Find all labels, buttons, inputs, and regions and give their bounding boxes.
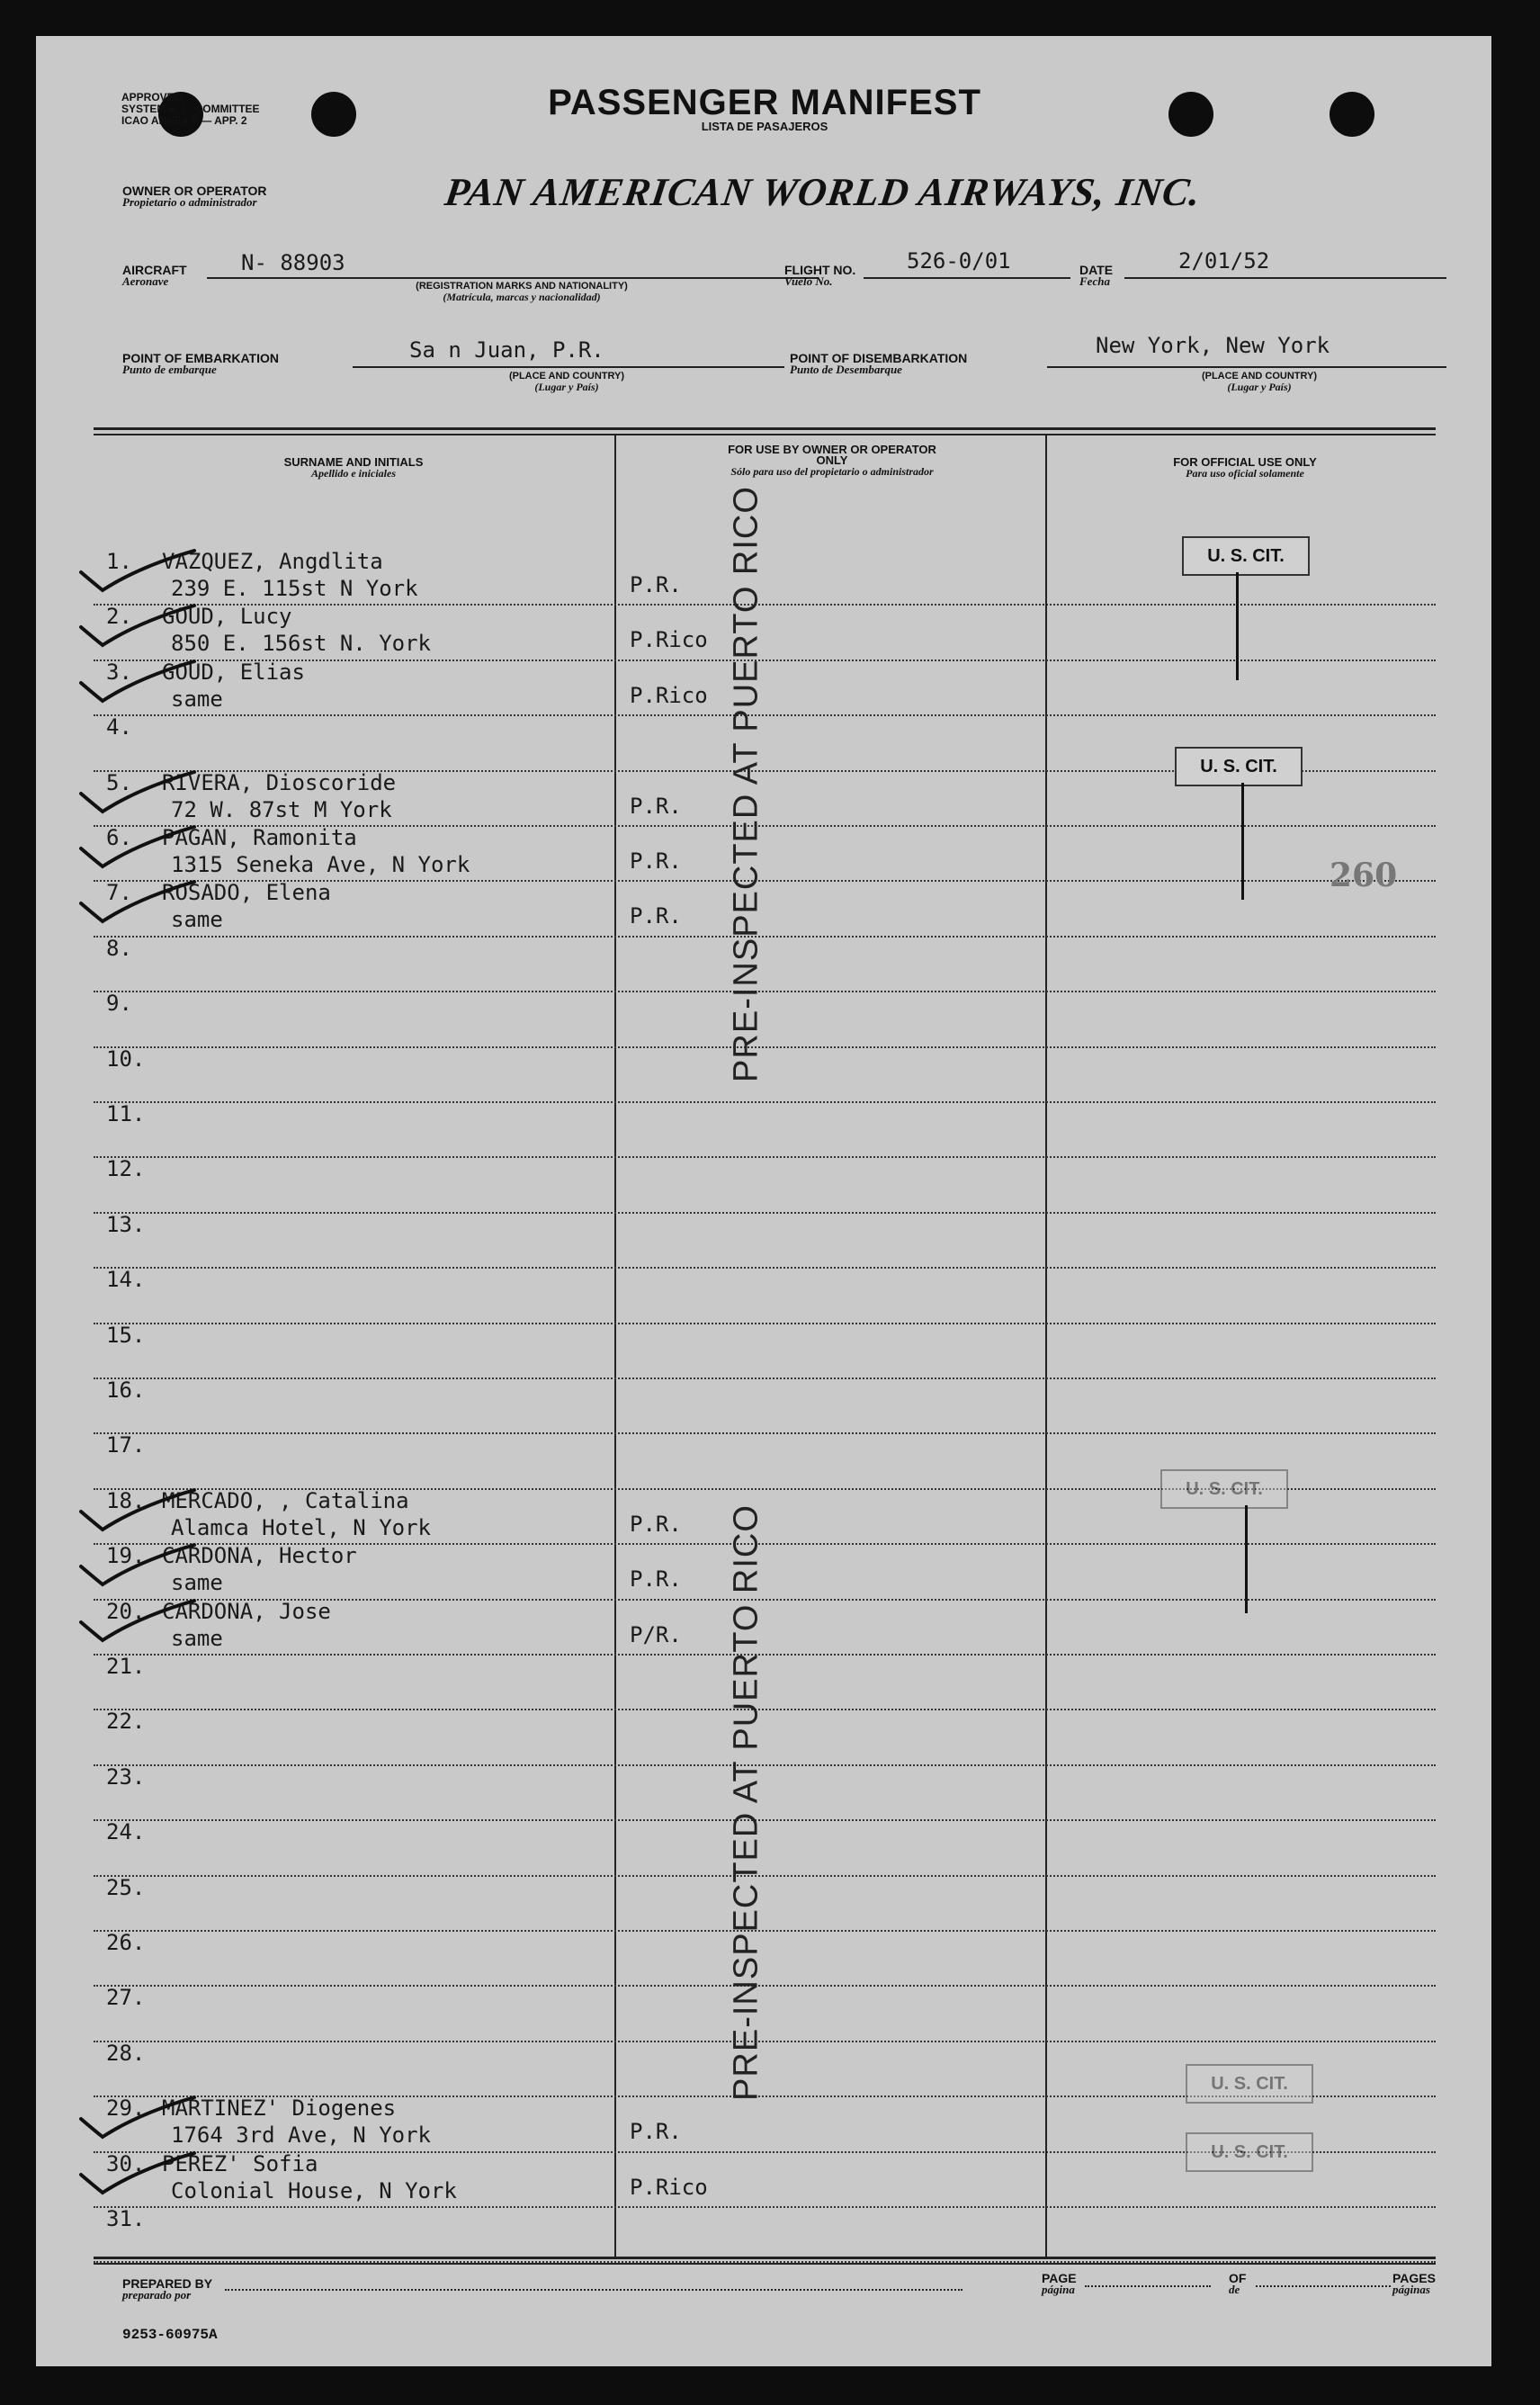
row-separator: [94, 1267, 1436, 1269]
punch-hole-4: [1330, 92, 1374, 137]
row-number: 16.: [106, 1377, 146, 1403]
date-label-en: DATE: [1079, 263, 1114, 277]
flight-label-es: Vuelo No.: [784, 274, 833, 288]
flight-line: [864, 277, 1070, 279]
passenger-name: GOUD, Elias: [162, 659, 305, 685]
owner-note: P.Rico: [630, 627, 708, 653]
passenger-address: 1764 3rd Ave, N York: [171, 2122, 431, 2149]
row-number: 14.: [106, 1267, 146, 1293]
checkmark-icon: [76, 602, 201, 656]
embarkation-sub-en: (PLACE AND COUNTRY): [508, 371, 625, 381]
row-number: 6.: [106, 825, 132, 850]
row-number: 10.: [106, 1045, 146, 1072]
page-line: [1085, 2285, 1211, 2287]
of-label-en: OF: [1229, 2271, 1247, 2285]
checkmark-icon: [76, 768, 201, 822]
checkmark-icon: [76, 2149, 201, 2203]
aircraft-label-en: AIRCRAFT: [122, 263, 187, 277]
disembarkation-label: [790, 351, 967, 377]
checkmark-icon: [76, 1597, 201, 1651]
row-number: 7.: [106, 880, 132, 906]
column-header-official: [1047, 457, 1443, 479]
embarkation-sub-es: (Lugar y País): [534, 381, 599, 393]
row-number: 4.: [106, 714, 132, 740]
surname-header-en: SURNAME AND INITIALS: [283, 455, 424, 469]
passenger-address: 850 E. 156st N. York: [171, 631, 431, 657]
us-cit-stamp-2: U. S. CIT.: [1175, 747, 1303, 786]
disembarkation-value: New York, New York: [1096, 333, 1330, 358]
disembarkation-label-es: Punto de Desembarque: [790, 363, 902, 376]
owner-value: PAN AMERICAN WORLD AIRWAYS, INC.: [442, 170, 1204, 214]
checkmark-icon: [76, 1486, 201, 1540]
us-cit-stamp-1: U. S. CIT.: [1182, 536, 1310, 576]
passenger-address: same: [171, 1570, 223, 1596]
column-header-owner: [720, 444, 945, 477]
row-number: 15.: [106, 1322, 146, 1348]
row-number: 21.: [106, 1654, 146, 1679]
column-header-surname: [94, 457, 613, 479]
row-number: 29.: [106, 2095, 146, 2122]
surname-header-es: Apellido e iniciales: [311, 467, 396, 480]
passenger-name: VAZQUEZ, Angdlita: [162, 549, 383, 574]
checkmark-icon: [76, 878, 201, 932]
passenger-name: PEREZ' Sofia: [162, 2150, 318, 2176]
owner-note: P.R.: [630, 2119, 682, 2145]
table-top-line-2: [94, 434, 1436, 435]
passenger-name: RIVERA, Dioscoride: [162, 769, 397, 795]
passenger-address: same: [171, 686, 223, 712]
column-divider-2: [1045, 435, 1047, 2257]
page-label: [1042, 2271, 1077, 2297]
passenger-name: MERCADO, , Catalina: [162, 1487, 409, 1513]
aircraft-label-es: Aeronave: [122, 274, 169, 288]
aircraft-sub-en: (REGISTRATION MARKS AND NATIONALITY): [416, 281, 628, 292]
disembarkation-sub: [1151, 371, 1367, 393]
passenger-address: Alamca Hotel, N York: [171, 1514, 431, 1540]
title-text: PASSENGER MANIFEST: [548, 83, 981, 122]
aircraft-sub: [333, 281, 711, 303]
checkmark-icon: [76, 2094, 201, 2148]
of-label-es: de: [1229, 2283, 1240, 2296]
owner-note: P.R.: [630, 903, 682, 929]
row-number: 9.: [106, 991, 132, 1017]
owner-note: P/R.: [630, 1621, 682, 1647]
row-separator: [94, 1323, 1436, 1324]
manifest-sheet: [36, 36, 1491, 2366]
disembarkation-sub-es: (Lugar y País): [1227, 381, 1292, 393]
row-number: 26.: [106, 1930, 146, 1955]
pre-inspected-stamp-bottom: PRE-INSPECTED AT PUERTO RICO: [727, 1504, 766, 2101]
row-number: 25.: [106, 1874, 146, 1900]
prepared-by-en: PREPARED BY: [122, 2276, 213, 2291]
owner-label-en: OWNER OR OPERATOR: [122, 184, 267, 198]
passenger-name: CARDONA, Hector: [162, 1543, 357, 1569]
disembarkation-label-en: POINT OF DISEMBARKATION: [790, 351, 968, 365]
aircraft-value: N- 88903: [241, 250, 345, 275]
row-number: 27.: [106, 1985, 146, 2011]
row-number: 18.: [106, 1487, 146, 1513]
official-header-en: FOR OFFICIAL USE ONLY: [1173, 455, 1317, 469]
owner-note: P.R.: [630, 1511, 682, 1537]
row-number: 8.: [106, 935, 132, 961]
form-number: 9253-60975A: [122, 2327, 218, 2343]
pages-label: [1392, 2271, 1436, 2297]
row-number: 31.: [106, 2206, 146, 2231]
us-cit-stamp-5: U. S. CIT.: [1186, 2132, 1313, 2172]
date-value: 2/01/52: [1178, 248, 1270, 274]
row-number: 13.: [106, 1211, 146, 1237]
embarkation-label-es: Punto de embarque: [122, 363, 217, 376]
embarkation-value: Sa n Juan, P.R.: [409, 337, 604, 363]
owner-note: P.R.: [630, 1566, 682, 1593]
prepared-by-label: [122, 2276, 212, 2302]
aircraft-sub-es: (Matrícula, marcas y nacionalidad): [443, 291, 601, 303]
row-separator: [94, 1101, 1436, 1103]
prepared-by-es: preparado por: [122, 2288, 192, 2302]
prepared-by-line: [225, 2289, 962, 2291]
pages-label-es: páginas: [1392, 2283, 1430, 2296]
pre-inspected-stamp-top: PRE-INSPECTED AT PUERTO RICO: [727, 486, 766, 1082]
owner-note: P.R.: [630, 793, 682, 819]
row-number: 1.: [106, 549, 132, 574]
bracket-arrow-3: [1245, 1505, 1248, 1613]
page-label-en: PAGE: [1042, 2271, 1077, 2285]
embarkation-label: [122, 351, 279, 377]
date-label: [1079, 263, 1113, 289]
row-number: 3.: [106, 659, 132, 685]
row-number: 19.: [106, 1543, 146, 1569]
embarkation-label-en: POINT OF EMBARKATION: [122, 351, 279, 365]
owner-note: P.R.: [630, 572, 682, 597]
date-line: [1124, 277, 1446, 279]
table-top-line: [94, 427, 1436, 430]
approved-line: SYSTEM A. L. COMMITTEE: [121, 103, 260, 115]
flight-label: [784, 263, 855, 289]
row-number: 28.: [106, 2040, 146, 2066]
column-divider-1: [614, 435, 616, 2257]
row-separator: [94, 1432, 1436, 1434]
passenger-address: same: [171, 1625, 223, 1651]
passenger-address: 239 E. 115st N York: [171, 576, 418, 601]
punch-hole-2: [311, 92, 356, 137]
owner-header-en: FOR USE BY OWNER OR OPERATOR ONLY: [728, 443, 936, 467]
checkmark-icon: [76, 1541, 201, 1595]
row-number: 30.: [106, 2150, 146, 2176]
row-number: 5.: [106, 769, 132, 795]
owner-note: P.R.: [630, 848, 682, 874]
page-label-es: página: [1042, 2283, 1075, 2296]
owner-note: P.Rico: [630, 2174, 708, 2200]
passenger-address: 1315 Seneka Ave, N York: [171, 852, 470, 877]
approved-line: APPROVED: [121, 91, 183, 103]
owner-note: P.Rico: [630, 682, 708, 708]
owner-label-es: Propietario o administrador: [122, 195, 257, 209]
owner-label: [122, 184, 267, 210]
row-separator: [94, 2206, 1436, 2208]
table-bottom-line-2: [94, 2263, 1436, 2265]
us-cit-stamp-3: U. S. CIT.: [1160, 1469, 1288, 1509]
passenger-name: GOUD, Lucy: [162, 604, 292, 630]
checkmark-icon: [76, 547, 201, 601]
flight-value: 526-0/01: [907, 248, 1011, 274]
passenger-name: MARTINEZ' Diogenes: [162, 2095, 397, 2122]
of-line: [1256, 2285, 1391, 2287]
us-cit-stamp-4: U. S. CIT.: [1186, 2064, 1313, 2104]
approved-block: [121, 92, 260, 127]
aircraft-line: [207, 277, 819, 279]
approved-line: ICAO ANNEX 9 — APP. 2: [121, 114, 247, 127]
row-number: 12.: [106, 1156, 146, 1182]
date-label-es: Fecha: [1079, 274, 1110, 288]
row-number: 22.: [106, 1709, 146, 1735]
row-separator: [94, 1377, 1436, 1379]
bracket-arrow-1: [1236, 572, 1239, 680]
of-label: [1229, 2271, 1246, 2297]
checkmark-icon: [76, 823, 201, 877]
flight-label-en: FLIGHT NO.: [784, 263, 856, 277]
disembarkation-sub-en: (PLACE AND COUNTRY): [1201, 371, 1318, 381]
count-stamp: 260: [1330, 857, 1398, 894]
row-number: 23.: [106, 1763, 146, 1790]
passenger-address: same: [171, 907, 223, 933]
passenger-name: ROSADO, Elena: [162, 880, 331, 906]
row-number: 2.: [106, 604, 132, 630]
title-es-text: LISTA DE PASAJEROS: [701, 120, 828, 133]
bracket-arrow-2: [1241, 783, 1244, 900]
punch-hole-3: [1168, 92, 1213, 137]
official-header-es: Para uso oficial solamente: [1186, 467, 1304, 480]
disembarkation-line: [1047, 366, 1446, 368]
row-number: 11.: [106, 1101, 146, 1126]
row-number: 20.: [106, 1598, 146, 1624]
aircraft-label: [122, 263, 187, 289]
table-bottom-line: [94, 2257, 1436, 2259]
embarkation-sub: [459, 371, 675, 393]
row-separator: [94, 1156, 1436, 1158]
passenger-name: PAGAN, Ramonita: [162, 825, 357, 850]
owner-header-es: Sólo para uso del propietario o administrador: [730, 465, 934, 478]
pages-label-en: PAGES: [1392, 2271, 1436, 2285]
passenger-address: Colonial House, N York: [171, 2177, 457, 2203]
passenger-name: CARDONA, Jose: [162, 1598, 331, 1624]
passenger-address: 72 W. 87st M York: [171, 796, 392, 822]
row-separator: [94, 1212, 1436, 1214]
row-number: 17.: [106, 1432, 146, 1458]
embarkation-line: [353, 366, 784, 368]
checkmark-icon: [76, 658, 201, 712]
page-title: [526, 83, 1003, 133]
row-number: 24.: [106, 1819, 146, 1845]
